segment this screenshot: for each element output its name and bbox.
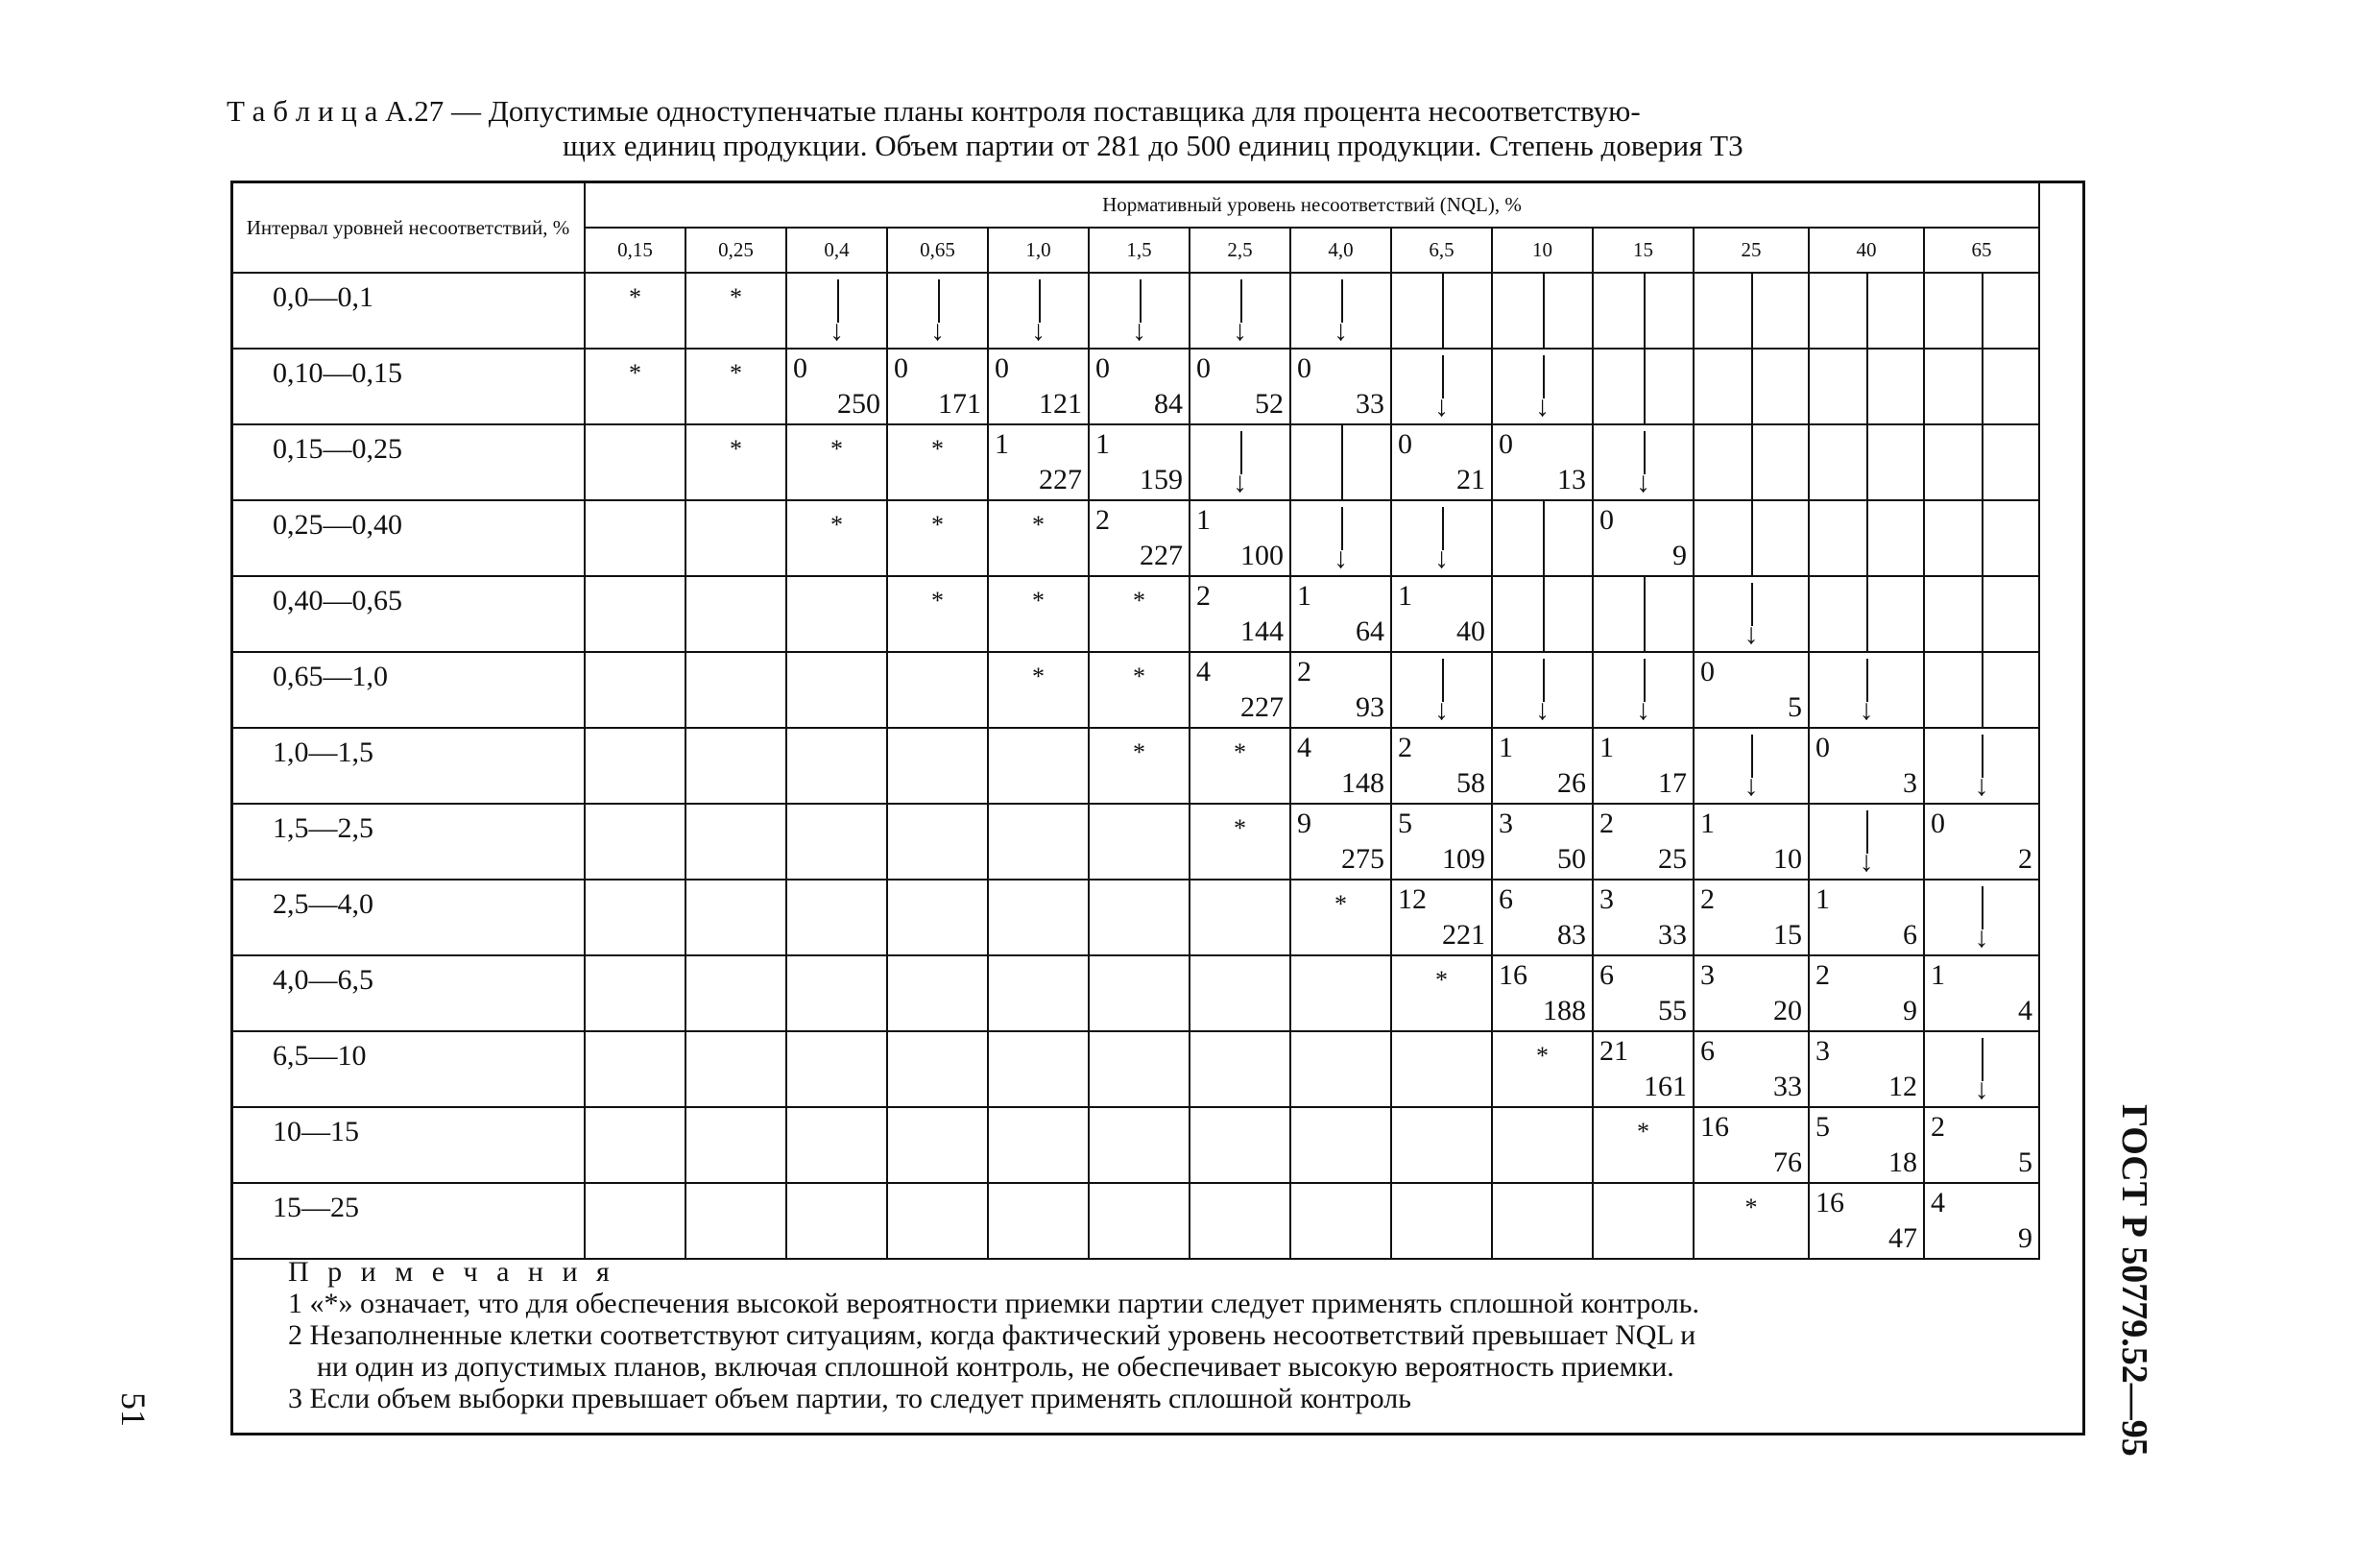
acceptance-number: 3 xyxy=(1700,959,1715,991)
down-arrow-icon: ↓ xyxy=(1291,274,1390,348)
acceptance-number: 1 xyxy=(1700,808,1715,839)
acceptance-number: 2 xyxy=(1398,732,1412,763)
asterisk-mark: * xyxy=(1637,1118,1649,1146)
sample-size: 161 xyxy=(1644,1071,1687,1102)
acceptance-number: 0 xyxy=(1095,352,1110,384)
acceptance-number: 2 xyxy=(1815,959,1830,991)
interval-label: 4,0—6,5 xyxy=(231,955,585,1031)
acceptance-number: 0 xyxy=(1815,732,1830,763)
sample-size: 93 xyxy=(1356,691,1384,723)
sample-size: 3 xyxy=(1903,767,1917,799)
asterisk-mark: * xyxy=(931,435,944,463)
standard-designation: ГОСТ Р 50779.52—95 xyxy=(2114,1104,2154,1457)
acceptance-number: 16 xyxy=(1700,1111,1729,1143)
acceptance-number: 2 xyxy=(1297,656,1311,688)
sample-size: 13 xyxy=(1557,464,1586,495)
acceptance-number: 0 xyxy=(793,352,807,384)
acceptance-number: 0 xyxy=(1297,352,1311,384)
acceptance-number: 0 xyxy=(1398,428,1412,460)
nql-column-header: 25 xyxy=(1694,228,1809,273)
sample-size: 5 xyxy=(2018,1146,2032,1178)
acceptance-number: 1 xyxy=(1499,732,1513,763)
down-arrow-icon: ↓ xyxy=(1594,653,1693,727)
acceptance-number: 12 xyxy=(1398,883,1427,915)
sample-size: 26 xyxy=(1557,767,1586,799)
note-2b: ни один из допустимых планов, включая сплошной контроль, не обеспечивает высокую вероятность приемки. xyxy=(317,1351,1674,1383)
sample-size: 76 xyxy=(1773,1146,1802,1178)
sample-size: 148 xyxy=(1341,767,1384,799)
caption-line-1: Т а б л и ц а А.27 — Допустимые одноступенчатые планы контроля поставщика для процента несоответствую- xyxy=(227,94,1641,128)
interval-label: 1,0—1,5 xyxy=(231,728,585,804)
acceptance-number: 4 xyxy=(1196,656,1211,688)
interval-label: 0,10—0,15 xyxy=(231,349,585,424)
acceptance-number: 3 xyxy=(1599,883,1614,915)
sample-size: 25 xyxy=(1658,843,1687,875)
asterisk-mark: * xyxy=(1334,890,1347,918)
acceptance-number: 1 xyxy=(1815,883,1830,915)
sample-size: 83 xyxy=(1557,919,1586,951)
sample-size: 159 xyxy=(1140,464,1183,495)
nql-column-header: 0,65 xyxy=(887,228,988,273)
down-arrow-icon: ↓ xyxy=(1392,350,1491,423)
notes-title: П р и м е ч а н и я xyxy=(288,1256,615,1288)
asterisk-mark: * xyxy=(1032,511,1045,539)
asterisk-mark: * xyxy=(931,587,944,615)
interval-label: 0,15—0,25 xyxy=(231,424,585,500)
acceptance-number: 5 xyxy=(1815,1111,1830,1143)
sample-size: 250 xyxy=(837,388,880,420)
nql-column-header: 10 xyxy=(1492,228,1593,273)
sample-size: 40 xyxy=(1456,615,1485,647)
page-number: 51 xyxy=(114,1392,153,1427)
interval-label: 0,25—0,40 xyxy=(231,500,585,576)
sample-size: 9 xyxy=(1672,540,1687,571)
sample-size: 188 xyxy=(1543,995,1586,1026)
table-caption xyxy=(227,94,2089,163)
acceptance-number: 1 xyxy=(1599,732,1614,763)
down-arrow-icon: ↓ xyxy=(1291,501,1390,575)
acceptance-number: 1 xyxy=(1297,580,1311,612)
sample-size: 84 xyxy=(1154,388,1183,420)
down-arrow-icon: ↓ xyxy=(989,274,1088,348)
sample-size: 221 xyxy=(1442,919,1485,951)
asterisk-mark: * xyxy=(1234,814,1246,842)
down-arrow-icon: ↓ xyxy=(1810,653,1923,727)
sample-size: 275 xyxy=(1341,843,1384,875)
acceptance-number: 1 xyxy=(1095,428,1110,460)
note-3: 3 Если объем выборки превышает объем партии, то следует применять сплошной контроль xyxy=(288,1383,1411,1414)
acceptance-number: 21 xyxy=(1599,1035,1628,1067)
down-arrow-icon: ↓ xyxy=(1695,577,1808,651)
asterisk-mark: * xyxy=(931,511,944,539)
sample-size: 10 xyxy=(1773,843,1802,875)
sample-size: 171 xyxy=(938,388,981,420)
asterisk-mark: * xyxy=(830,435,843,463)
down-arrow-icon: ↓ xyxy=(1493,653,1592,727)
sample-size: 33 xyxy=(1773,1071,1802,1102)
acceptance-number: 1 xyxy=(1196,504,1211,536)
notes-block xyxy=(288,1256,2074,1414)
sample-size: 100 xyxy=(1240,540,1284,571)
acceptance-number: 0 xyxy=(894,352,908,384)
down-arrow-icon: ↓ xyxy=(1493,350,1592,423)
sample-size: 12 xyxy=(1888,1071,1917,1102)
asterisk-mark: * xyxy=(1744,1194,1758,1221)
asterisk-mark: * xyxy=(1234,738,1246,766)
interval-label: 0,40—0,65 xyxy=(231,576,585,652)
asterisk-mark: * xyxy=(1133,738,1145,766)
sample-size: 109 xyxy=(1442,843,1485,875)
sample-size: 55 xyxy=(1658,995,1687,1026)
sample-size: 227 xyxy=(1039,464,1082,495)
down-arrow-icon: ↓ xyxy=(1190,274,1289,348)
sample-size: 227 xyxy=(1140,540,1183,571)
down-arrow-icon: ↓ xyxy=(1925,880,2038,954)
acceptance-number: 2 xyxy=(1599,808,1614,839)
acceptance-number: 1 xyxy=(1398,580,1412,612)
nql-column-header: 0,4 xyxy=(786,228,887,273)
acceptance-number: 1 xyxy=(1931,959,1945,991)
nql-column-header: 2,5 xyxy=(1190,228,1290,273)
table-frame xyxy=(230,181,2085,1435)
interval-label: 0,65—1,0 xyxy=(231,652,585,728)
asterisk-mark: * xyxy=(830,511,843,539)
asterisk-mark: * xyxy=(730,359,742,387)
acceptance-number: 6 xyxy=(1599,959,1614,991)
nql-header: Нормативный уровень несоответствий (NQL), % xyxy=(585,181,2039,228)
acceptance-number: 9 xyxy=(1297,808,1311,839)
interval-label: 0,0—0,1 xyxy=(231,273,585,349)
nql-column-header: 0,15 xyxy=(585,228,685,273)
acceptance-number: 16 xyxy=(1815,1187,1844,1218)
acceptance-number: 0 xyxy=(1931,808,1945,839)
sample-size: 18 xyxy=(1888,1146,1917,1178)
interval-label: 6,5—10 xyxy=(231,1031,585,1107)
down-arrow-icon: ↓ xyxy=(1190,425,1289,499)
sample-size: 227 xyxy=(1240,691,1284,723)
acceptance-number: 2 xyxy=(1931,1111,1945,1143)
sample-size: 5 xyxy=(1788,691,1802,723)
down-arrow-icon: ↓ xyxy=(1090,274,1189,348)
sample-size: 58 xyxy=(1456,767,1485,799)
down-arrow-icon: ↓ xyxy=(1695,729,1808,803)
acceptance-number: 2 xyxy=(1095,504,1110,536)
asterisk-mark: * xyxy=(1133,587,1145,615)
sample-size: 144 xyxy=(1240,615,1284,647)
sample-size: 9 xyxy=(1903,995,1917,1026)
acceptance-number: 3 xyxy=(1815,1035,1830,1067)
acceptance-number: 4 xyxy=(1297,732,1311,763)
note-2a: 2 Незаполненные клетки соответствуют ситуациям, когда фактический уровень несоответствий превышает NQL и xyxy=(288,1319,1696,1351)
acceptance-number: 0 xyxy=(1196,352,1211,384)
sample-size: 6 xyxy=(1903,919,1917,951)
sample-size: 20 xyxy=(1773,995,1802,1026)
asterisk-mark: * xyxy=(730,283,742,311)
sample-size: 33 xyxy=(1658,919,1687,951)
sample-size: 2 xyxy=(2018,843,2032,875)
asterisk-mark: * xyxy=(629,283,641,311)
sample-size: 47 xyxy=(1888,1222,1917,1254)
down-arrow-icon: ↓ xyxy=(1810,805,1923,879)
interval-label: 2,5—4,0 xyxy=(231,880,585,955)
down-arrow-icon: ↓ xyxy=(787,274,886,348)
sample-size: 4 xyxy=(2018,995,2032,1026)
asterisk-mark: * xyxy=(629,359,641,387)
down-arrow-icon: ↓ xyxy=(1392,653,1491,727)
note-1: 1 «*» означает, что для обеспечения высокой вероятности приемки партии следует применять сплошной контроль. xyxy=(288,1288,1699,1319)
acceptance-number: 4 xyxy=(1931,1187,1945,1218)
down-arrow-icon: ↓ xyxy=(1594,425,1693,499)
sample-size: 50 xyxy=(1557,843,1586,875)
nql-column-header: 1,0 xyxy=(988,228,1089,273)
acceptance-number: 6 xyxy=(1499,883,1513,915)
nql-column-header: 40 xyxy=(1809,228,1924,273)
asterisk-mark: * xyxy=(1536,1042,1549,1070)
sample-size: 21 xyxy=(1456,464,1485,495)
interval-label: 1,5—2,5 xyxy=(231,804,585,880)
interval-header: Интервал уровней несоответствий, % xyxy=(231,181,585,273)
sample-size: 64 xyxy=(1356,615,1384,647)
acceptance-number: 16 xyxy=(1499,959,1527,991)
sample-size: 52 xyxy=(1255,388,1284,420)
nql-column-header: 4,0 xyxy=(1290,228,1391,273)
acceptance-number: 0 xyxy=(995,352,1009,384)
acceptance-number: 0 xyxy=(1599,504,1614,536)
nql-column-header: 1,5 xyxy=(1089,228,1190,273)
interval-label: 10—15 xyxy=(231,1107,585,1183)
nql-column-header: 65 xyxy=(1924,228,2039,273)
nql-column-header: 15 xyxy=(1593,228,1694,273)
acceptance-number: 2 xyxy=(1700,883,1715,915)
sample-size: 121 xyxy=(1039,388,1082,420)
acceptance-number: 0 xyxy=(1700,656,1715,688)
asterisk-mark: * xyxy=(1032,587,1045,615)
sample-size: 17 xyxy=(1658,767,1687,799)
acceptance-number: 1 xyxy=(995,428,1009,460)
caption-line-2: щих единиц продукции. Объем партии от 281 до 500 единиц продукции. Степень доверия Т3 xyxy=(563,129,1743,162)
acceptance-number: 0 xyxy=(1499,428,1513,460)
asterisk-mark: * xyxy=(1133,663,1145,690)
acceptance-number: 6 xyxy=(1700,1035,1715,1067)
sample-size: 33 xyxy=(1356,388,1384,420)
asterisk-mark: * xyxy=(1435,966,1448,994)
down-arrow-icon: ↓ xyxy=(1925,729,2038,803)
acceptance-number: 2 xyxy=(1196,580,1211,612)
acceptance-number: 3 xyxy=(1499,808,1513,839)
interval-label: 15—25 xyxy=(231,1183,585,1259)
asterisk-mark: * xyxy=(730,435,742,463)
down-arrow-icon: ↓ xyxy=(1925,1032,2038,1106)
down-arrow-icon: ↓ xyxy=(1392,501,1491,575)
nql-column-header: 6,5 xyxy=(1391,228,1492,273)
nql-column-header: 0,25 xyxy=(685,228,786,273)
sample-size: 15 xyxy=(1773,919,1802,951)
down-arrow-icon: ↓ xyxy=(888,274,987,348)
sample-size: 9 xyxy=(2018,1222,2032,1254)
acceptance-number: 5 xyxy=(1398,808,1412,839)
asterisk-mark: * xyxy=(1032,663,1045,690)
